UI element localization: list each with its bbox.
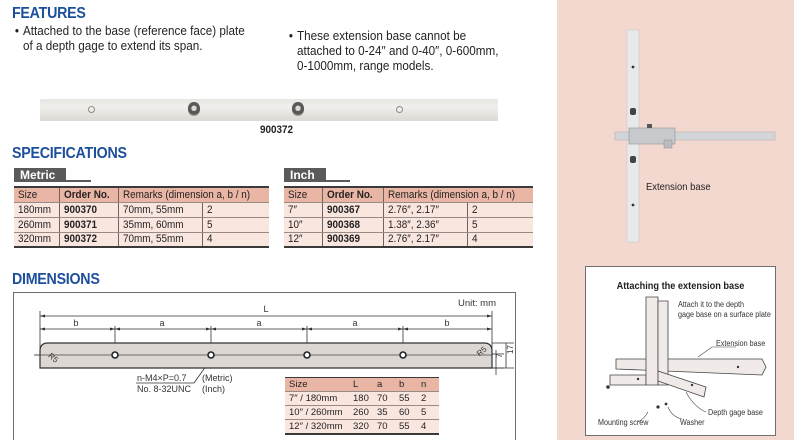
dimension-diagram [14,293,517,440]
metric-tab-label: Metric [14,168,66,182]
table-row: 10″ 900368 1.38″, 2.36″ 5 [284,217,533,232]
svg-text:No. 8-32UNC: No. 8-32UNC [137,384,192,394]
col-order-no: Order No. [59,187,119,202]
specifications-title: SPECIFICATIONS [12,145,127,162]
table-header-row [14,187,269,202]
photo-order-number: 900372 [260,124,294,136]
table-row: 12″ 900369 2.76″, 2.17″ 4 [284,232,533,247]
svg-text:R5: R5 [475,344,489,359]
bullet-icon: • [288,28,294,43]
svg-text:L: L [263,304,269,314]
table-row: 12″ / 320mm 320 70 55 4 [285,420,439,434]
dimensions-table [285,377,439,435]
svg-text:a: a [256,318,262,328]
mounting-knob-icon [292,102,304,116]
table-header-row: Size Order No. Remarks (dimension a, b / n) [284,187,533,202]
dimensions-title: DIMENSIONS [12,271,100,288]
svg-text:(Inch): (Inch) [202,384,226,394]
svg-text:n-M4×P=0.7: n-M4×P=0.7 [137,373,187,383]
table-header-row: Size L a b n [285,378,439,392]
table-row: 320mm 900372 70mm, 55mm 4 [14,232,269,247]
features-title: FEATURES [12,5,86,22]
screw-hole-icon [396,106,403,113]
mounting-knob-icon [188,102,200,116]
depth-gage-photo [557,0,794,260]
unit-label: Unit: mm [458,298,496,309]
svg-text:17: 17 [506,345,515,354]
table-row: 180mm 900370 70mm, 55mm 2 [14,202,269,217]
dimensions-drawing [13,292,516,440]
table-row: 7″ 900367 2.76″, 2.17″ 2 [284,202,533,217]
table-row: 10″ / 260mm 260 35 60 5 [285,406,439,420]
screw-hole-icon [88,106,95,113]
table-row: 7″ / 180mm 180 70 55 2 [285,392,439,406]
feature-bullet-1-line2: of a depth gage to extend its span. [23,38,203,53]
svg-text:7: 7 [495,353,504,358]
attach-instructions-box [585,266,776,436]
inch-tab-underline [326,180,350,182]
extension-base-caption: Extension base [646,181,711,193]
svg-text:(Metric): (Metric) [202,373,233,383]
svg-text:a: a [352,318,358,328]
attach-title: Attaching the extension base [616,281,745,292]
callout-washer: Washer [680,418,705,427]
bullet-icon: • [14,23,20,38]
metric-spec-table [14,186,269,248]
svg-text:a: a [159,318,165,328]
callout-extension-base: Extension base [716,339,766,348]
callout-mounting-screw: Mounting screw [598,418,649,427]
feature-bullet-2-line1: These extension base cannot be [297,28,467,43]
inch-spec-table [284,186,533,248]
svg-text:b: b [73,318,79,328]
col-size: Size [14,187,59,202]
attach-note: Attach it to the depth gage base on a surface plate [678,300,771,319]
feature-bullet-2-line2: attached to 0-24″ and 0-40″, 0-600mm, [297,43,499,58]
metric-tab-underline [66,180,91,182]
svg-text:b: b [444,318,450,328]
inch-tab-label: Inch [284,168,326,182]
feature-bullet-1-line1: Attached to the base (reference face) plate [23,23,245,38]
feature-bullet-2-line3: 0-1000mm, range models. [297,58,434,73]
feature-bullet-1 [14,23,245,53]
feature-bullet-2 [288,28,499,73]
col-remarks: Remarks (dimension a, b / n) [119,187,269,202]
table-row: 260mm 900371 35mm, 60mm 5 [14,217,269,232]
callout-depth-gage-base: Depth gage base [708,408,763,417]
svg-text:R5: R5 [46,351,61,365]
extension-base-photo [40,99,498,121]
